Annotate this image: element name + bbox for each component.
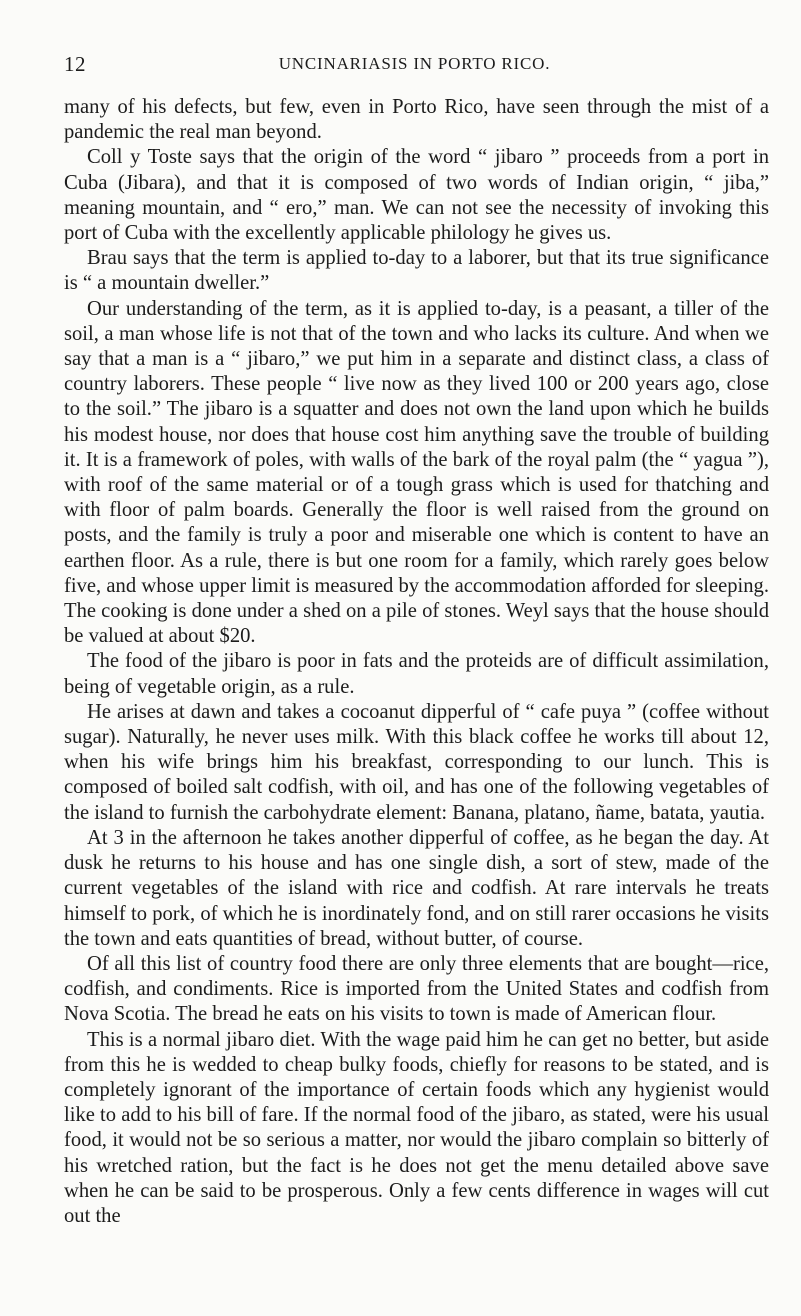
paragraph-food-fats: The food of the jibaro is poor in fats and the proteids are of difficult assimilation, being of vegetable origin, as a rule. bbox=[64, 650, 769, 698]
paragraph-coll-y-toste: Coll y Toste says that the origin of the word “ jibaro ” proceeds from a port in Cuba (Jibara), and that it is composed of two words of Indian origin, “ jiba,” meaning mountain, and “ ero,” man. We can not see the necessity of invoking this port of Cuba with the excellently applicable philology he gives us. bbox=[64, 146, 769, 245]
paragraph-brau: Brau says that the term is applied to-day to a laborer, but that its true significance is “ a mountain dweller.” bbox=[64, 247, 769, 295]
paragraph-normal-diet: This is a normal jibaro diet. With the wage paid him he can get no better, but aside from this he is wedded to cheap bulky foods, chiefly for reasons to be stated, and is completely ignorant of the importance of certain foods which any hygienist would like to add to his bill of fare. If the normal food of the jibaro, as stated, were his usual food, it would not be so serious a matter, nor would the jibaro complain so bitterly of his wretched ration, but the fact is he does not get the menu detailed above save when he can be said to be prosperous. Only a few cents difference in wages will cut out the bbox=[64, 1028, 769, 1227]
body-text bbox=[64, 95, 769, 1229]
paragraph-term-understanding: Our understanding of the term, as it is applied to-day, is a peasant, a tiller of the soil, a man whose life is not that of the town and who lacks its culture. And when we say that a man is a “ jibaro,” we put him in a separate and distinct class, a class of country laborers. These people “ live now as they lived 100 or 200 years ago, close to the soil.” The jibaro is a squatter and does not own the land upon which he builds his modest house, nor does that house cost him anything save the trouble of building it. It is a framework of poles, with walls of the bark of the royal palm (the “ yagua ”), with roof of the same material or of a tough grass which is used for thatching and with floor of palm boards. Generally the floor is well raised from the ground on posts, and the family is truly a poor and miserable one which is content to have an earthen floor. As a rule, there is but one room for a family, which rarely goes below five, and whose upper limit is measured by the accommodation afforded for sleeping. The cooking is done under a shed on a pile of stones. Weyl says that the house should be valued at about $20. bbox=[64, 297, 769, 648]
paragraph-continuation: many of his defects, but few, even in Porto Rico, have seen through the mist of a pandemic the real man beyond. bbox=[64, 96, 769, 144]
running-head bbox=[64, 52, 765, 76]
paragraph-morning-routine: He arises at dawn and takes a cocoanut dipperful of “ cafe puya ” (coffee without sugar). Naturally, he never uses milk. With this black coffee he works till about 12, when his wife brings him his breakfast, corresponding to our lunch. This is composed of boiled salt codfish, with oil, and has one of the following vegetables of the island to furnish the carbohydrate element: Banana, platano, ñame, batata, yautia. bbox=[64, 700, 769, 824]
paragraph-bought-elements: Of all this list of country food there are only three elements that are bought—rice, codfish, and condiments. Rice is imported from the United States and codfish from Nova Scotia. The bread he eats on his visits to town is made of American flour. bbox=[64, 952, 769, 1026]
paragraph-afternoon-routine: At 3 in the afternoon he takes another dipperful of coffee, as he began the day. At dusk he returns to his house and has one single dish, a sort of stew, made of the current vegetables of the island with rice and codfish. At rare intervals he treats himself to pork, of which he is inordinately fond, and on still rarer occasions he visits the town and eats quantities of bread, without butter, of course. bbox=[64, 826, 769, 950]
page-number: 12 bbox=[64, 52, 86, 76]
running-title: UNCINARIASIS IN PORTO RICO. bbox=[278, 54, 551, 73]
